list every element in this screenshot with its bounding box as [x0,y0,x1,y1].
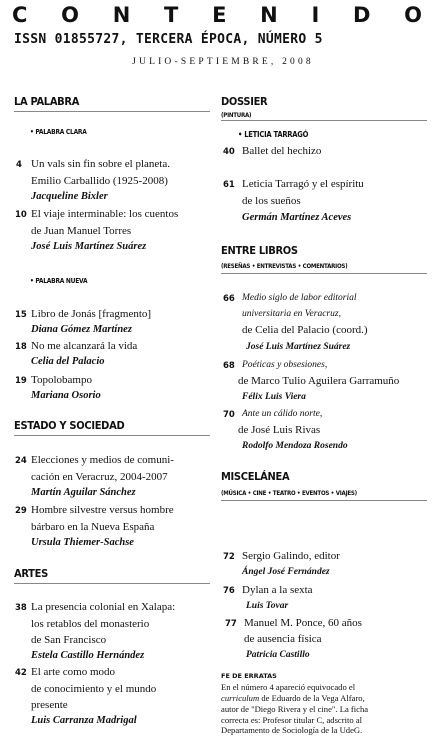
page-number: 70 [223,410,235,420]
errata-text: autor de "Diego Rivera y el cine". La ficha [221,704,369,714]
section-subtitle: (MÚSICA • CINE • TEATRO • EVENTOS • VIAJES) [221,489,357,497]
entry-title: de ausencia física [244,633,322,645]
entry-title: Emilio Carballido (1925-2008) [31,175,168,187]
section-rule [221,273,427,274]
entry-title: de San Francisco [31,634,107,646]
entry-author: Luis Tovar [246,601,289,611]
entry-author: Ursula Thiemer-Sachse [31,537,134,548]
page-number: 4 [16,160,22,170]
entry-author: José Luis Martínez Suárez [31,241,147,252]
entry-title: Un vals sin fin sobre el planeta. [31,158,170,170]
section-estado-y-sociedad: ESTADO Y SOCIEDAD [14,419,125,432]
masthead-letter: C [12,3,28,27]
errata-italic: curriculum [221,693,260,703]
section-rule [221,500,427,501]
entry-title: bárbaro en la Nueva España [31,521,155,533]
entry-title: El viaje interminable: los cuentos [31,208,179,220]
entry-author: Martín Aguilar Sánchez [31,487,136,498]
section-rule [14,111,210,112]
masthead-letter: D [352,3,371,27]
masthead-letter: N [112,3,131,27]
subsection-palabra-nueva: • PALABRA NUEVA [30,277,88,285]
entry-author: Félix Luis Viera [242,392,306,402]
section-dossier: DOSSIER [221,95,268,108]
entry-title: de Celia del Palacio (coord.) [242,324,368,336]
page-number: 77 [225,619,237,629]
entry-title: de Juan Manuel Torres [31,225,132,237]
errata-text: Departamento de Sociología de la UdeG. [221,725,363,735]
entry-title: La presencia colonial en Xalapa: [31,601,176,613]
page-number: 18 [15,342,27,352]
entry-title: Topolobampo [31,374,92,386]
entry-author: Jacqueline Bixler [31,191,108,202]
masthead [12,3,422,27]
page-number: 61 [223,180,235,190]
page-number: 68 [223,361,235,371]
errata-text-part: de Eduardo de la Vega Alfaro, [259,693,365,703]
masthead-letter: O [61,3,79,27]
section-subtitle: (PINTURA) [221,111,252,119]
section-rule [14,435,210,436]
entry-title: Dylan a la sexta [242,584,313,596]
entry-title: los retablos del monasterio [31,618,150,630]
entry-title: Ballet del hechizo [242,145,322,157]
entry-title: cación en Veracruz, 2004-2007 [31,471,168,483]
entry-author: Diana Gómez Martínez [31,324,132,335]
section-artes: ARTES [14,567,48,580]
entry-author: Celia del Palacio [31,356,105,367]
page-number: 24 [15,456,27,466]
entry-author: José Luis Martínez Suárez [246,342,351,352]
errata-text [221,693,365,704]
section-subtitle: (RESEÑAS • ENTREVISTAS • COMENTARIOS) [221,262,348,270]
entry-author: Patricia Castillo [246,650,310,660]
page-number: 40 [223,147,235,157]
subsection-palabra-clara: • PALABRA CLARA [30,128,87,136]
page-number: 42 [15,668,27,678]
page-number: 76 [223,586,235,596]
page-number: 72 [223,552,235,562]
page-number: 29 [15,506,27,516]
entry-title: presente [31,699,68,711]
errata-text: correcta es: Profesor titular C, adscrito al [221,715,363,725]
issue-date: JULIO-SEPTIEMBRE, 2008 [132,57,314,67]
section-rule [14,583,210,584]
entry-title: Elecciones y medios de comuni- [31,454,174,466]
page-number: 19 [15,376,27,386]
masthead-letter: N [260,3,278,27]
masthead-letter: E [212,3,227,27]
page-number: 66 [223,294,235,304]
errata-text: En el número 4 apareció equivocado el [221,682,356,692]
book-title: Medio siglo de labor editorial [242,293,357,303]
entry-author: Ángel José Fernández [242,567,330,577]
page-number: 38 [15,603,27,613]
entry-title: Hombre silvestre versus hombre [31,504,174,516]
masthead-letter: O [404,3,422,27]
page-number: 10 [15,210,27,220]
book-title: Ante un cálido norte, [242,409,323,419]
section-rule [221,120,427,121]
masthead-letter: T [164,3,179,27]
entry-title: de José Luis Rivas [238,424,321,436]
entry-title: de conocimiento y el mundo [31,683,157,695]
entry-title: Manuel M. Ponce, 60 años [244,617,362,629]
entry-author: Mariana Osorio [31,390,101,401]
entry-author: Germán Martínez Aceves [242,212,352,223]
masthead-letter: I [311,3,320,27]
entry-title: de Marco Tulio Aguilera Garramuño [238,375,400,387]
entry-title: Leticia Tarragó y el espíritu [242,178,364,190]
issn-line: ISSN 01855727, TERCERA ÉPOCA, NÚMERO 5 [14,32,323,47]
book-title: Poéticas y obsesiones, [242,360,328,370]
errata-title: FE DE ERRATAS [221,672,277,680]
section-entre-libros: ENTRE LIBROS [221,244,298,257]
page-number: 15 [15,310,27,320]
entry-author: Estela Castillo Hernández [31,650,145,661]
entry-title: Libro de Jonás [fragmento] [31,308,152,320]
entry-author: Luis Carranza Madrigal [31,715,137,726]
subsection-leticia-tarrago: • LETICIA TARRAGÓ [238,130,309,139]
section-la-palabra: LA PALABRA [14,95,80,108]
section-miscelanea: MISCELÁNEA [221,470,290,483]
entry-author: Rodolfo Mendoza Rosendo [242,441,348,451]
book-title: universitaria en Veracruz, [242,309,341,319]
entry-title: de los sueños [242,195,301,207]
entry-title: El arte como modo [31,666,116,678]
entry-title: Sergio Galindo, editor [242,550,340,562]
entry-title: No me alcanzará la vida [31,340,138,352]
